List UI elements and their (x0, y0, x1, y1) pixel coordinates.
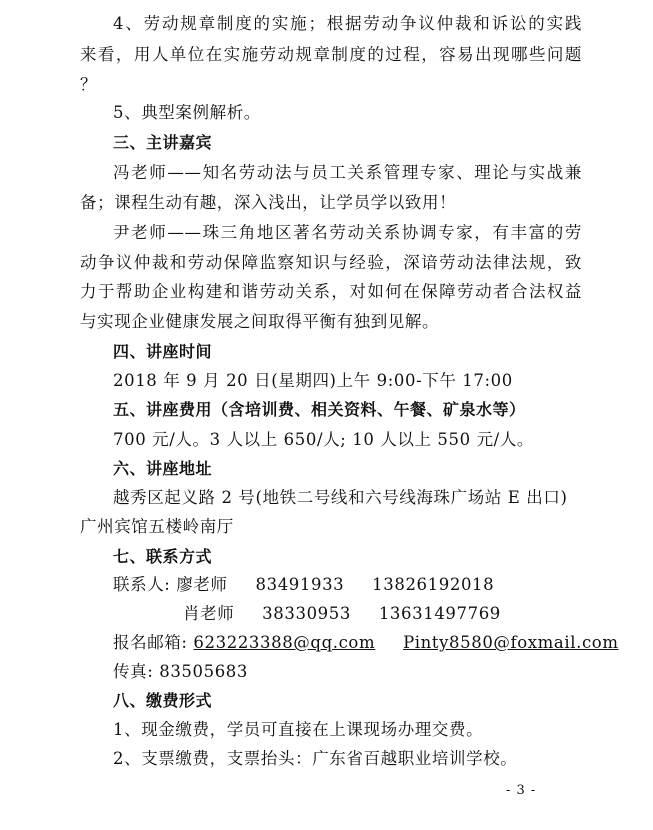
speaker2-line4: 与实现企业健康发展之间取得平衡有独到见解。 (80, 312, 440, 331)
speaker2-line2: 动争议仲裁和劳动保障监察知识与经验，深谙劳动法律法规，致 (80, 253, 582, 272)
fax-row (113, 661, 248, 683)
email2-link[interactable]: Pinty8580@foxmail.com (403, 633, 619, 652)
address-heading: 六、讲座地址 (113, 459, 213, 478)
speaker2-line1: 尹老师——珠三角地区著名劳动关系协调专家，有丰富的劳 (113, 223, 582, 242)
email1-link[interactable]: 623223388@qq.com (193, 633, 376, 652)
time-heading: 四、讲座时间 (113, 342, 213, 361)
email-label: 报名邮箱: (113, 633, 188, 652)
fee-heading: 五、讲座费用（含培训费、相关资料、午餐、矿泉水等） (113, 400, 526, 419)
payment-heading: 八、缴费形式 (113, 691, 213, 710)
speaker1-line1: 冯老师——知名劳动法与员工关系管理专家、理论与实战兼 (113, 163, 582, 182)
address-line1: 越秀区起义路 2 号(地铁二号线和六号线海珠广场站 E 出口) (113, 488, 568, 507)
payment-item-2: 2、支票缴费，支票抬头：广东省百越职业培训学校。 (113, 749, 518, 768)
fax-label: 传真: (113, 662, 154, 681)
payment-item-1: 1、现金缴费，学员可直接在上课现场办理交费。 (113, 720, 484, 739)
contact1-name: 廖老师 (176, 575, 228, 594)
email-row (113, 632, 619, 654)
contact1-phone2: 13826192018 (372, 575, 495, 594)
contact2-phone1: 38330953 (262, 604, 351, 623)
contact-heading: 七、联系方式 (113, 547, 213, 566)
contact-label: 联系人: (113, 575, 171, 594)
contact-row-1 (113, 574, 494, 596)
speaker2-line3: 力于帮助企业构建和谐劳动关系，对如何在保障劳动者合法权益 (80, 282, 582, 301)
contact2-phone2: 13631497769 (378, 604, 501, 623)
time-value: 2018 年 9 月 20 日(星期四)上午 9:00-下午 17:00 (113, 371, 513, 390)
contact1-phone1: 83491933 (255, 575, 345, 594)
speakers-heading: 三、主讲嘉宾 (113, 133, 213, 152)
topic4-line2: 来看，用人单位在实施劳动规章制度的过程，容易出现哪些问题 (80, 45, 582, 64)
topic4-line3: ？ (80, 75, 98, 94)
fee-value: 700 元/人。3 人以上 650/人; 10 人以上 550 元/人。 (113, 430, 535, 449)
contact2-name: 肖老师 (183, 604, 235, 623)
topic5-text: 5、典型案例解析。 (113, 103, 261, 122)
fax-value: 83505683 (159, 662, 249, 681)
page-number: - 3 - (506, 783, 537, 798)
contact-row-2 (183, 603, 501, 625)
topic4-line1: 4、劳动规章制度的实施；根据劳动争议仲裁和诉讼的实践 (113, 14, 582, 33)
speaker1-line2: 备；课程生动有趣，深入浅出，让学员学以致用！ (80, 193, 457, 212)
address-line2: 广州宾馆五楼岭南厅 (80, 517, 234, 536)
